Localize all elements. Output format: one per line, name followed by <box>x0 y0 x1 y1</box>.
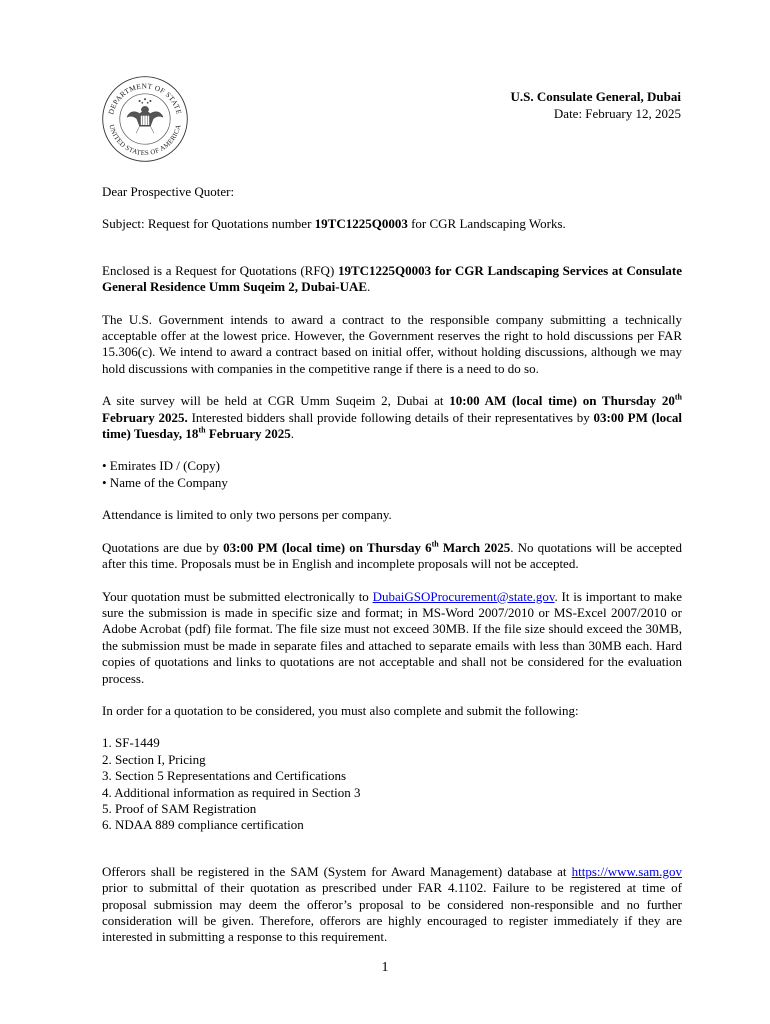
letter-header <box>511 88 681 122</box>
seal-text-top: DEPARTMENT OF STATE <box>106 81 184 116</box>
list-item: 6. NDAA 889 compliance certification <box>102 817 304 833</box>
seal-text-bottom: UNITED STATES OF AMERICA <box>107 123 183 158</box>
salutation: Dear Prospective Quoter: <box>102 184 235 199</box>
list-item: • Name of the Company <box>102 474 228 490</box>
list-item: 1. SF-1449 <box>102 735 160 751</box>
sam-website-link[interactable]: https://www.sam.gov <box>571 863 682 879</box>
consulate-name: U.S. Consulate General, Dubai <box>510 89 681 104</box>
list-item: • Emirates ID / (Copy) <box>102 458 220 474</box>
letter-date: Date: February 12, 2025 <box>553 106 681 121</box>
list-item: 3. Section 5 Representations and Certifications <box>102 768 347 784</box>
rfq-number: 19TC1225Q0003 <box>314 216 408 232</box>
award-paragraph: The U.S. Government intends to award a contract to the responsible company submitting a technically acceptable offer at the lowest price. However, the Government reserves the right to hold discussions per FAR 15.306(c). We intend to award a contract based on initial offer, without holding discussions, although we may hold discussions with companies in the competitive range if there is a need to do so. <box>102 311 682 376</box>
department-of-state-seal-icon <box>100 74 190 164</box>
due-paragraph: Quotations are due by 03:00 PM (local time) on Thursday 6th March 2025. No quotations will be accepted after this time. Proposals must be in English and incomplete proposals will not be accepted. <box>102 539 683 572</box>
list-item: 2. Section I, Pricing <box>102 751 206 767</box>
submission-paragraph: Your quotation must be submitted electronically to DubaiGSOProcurement@state.gov. It is important to make sure the submission is made in specific size and format; in MS-Word 2007/2010 or MS-Excel 2007/2010 or Adobe Acrobat (pdf) file format. The file size must not exceed 30MB. If the file size should exceed the 30MB, the submission must be made in separate files and attached to separate emails with less than 30MB each. Hard copies of quotations and links to quotations are not acceptable and shall not be considered for the evaluation process. <box>102 588 683 686</box>
list-item: 5. Proof of SAM Registration <box>102 800 257 816</box>
letter-body <box>102 184 682 946</box>
list-item: 4. Additional information as required in Section 3 <box>102 784 361 800</box>
site-survey-paragraph: A site survey will be held at CGR Umm Suqeim 2, Dubai at 10:00 AM (local time) on Thursday 20th February 2025. Interested bidders shall provide following details of their representatives by 03:00 PM (local time) Tuesday, 18th February 2025. <box>102 392 682 442</box>
representative-requirements-list <box>102 458 682 491</box>
complete-intro: In order for a quotation to be considered, you must also complete and submit the following: <box>102 702 579 718</box>
enclosed-paragraph: Enclosed is a Request for Quotations (RFQ) 19TC1225Q0003 for CGR Landscaping Services at Consulate General Residence Umm Suqeim 2, Dubai-UAE. <box>102 262 682 295</box>
procurement-email-link[interactable]: DubaiGSOProcurement@state.gov <box>372 588 555 604</box>
sam-paragraph: Offerors shall be registered in the SAM (System for Award Management) database at https://www.sam.gov prior to submittal of their quotation as prescribed under FAR 4.1102. Failure to be registered at time of proposal submission may deem the offeror’s proposal to be considered non-responsible and no further consideration will be given. Therefore, offerors are highly encouraged to register immediately if they are interested in submitting a response to this requirement. <box>102 863 682 945</box>
submission-checklist <box>102 735 682 833</box>
attendance-note: Attendance is limited to only two persons per company. <box>102 507 392 523</box>
page-number: 1 <box>381 960 389 975</box>
subject-line: Subject: Request for Quotations number 19TC1225Q0003 for CGR Landscaping Works. <box>102 216 566 232</box>
